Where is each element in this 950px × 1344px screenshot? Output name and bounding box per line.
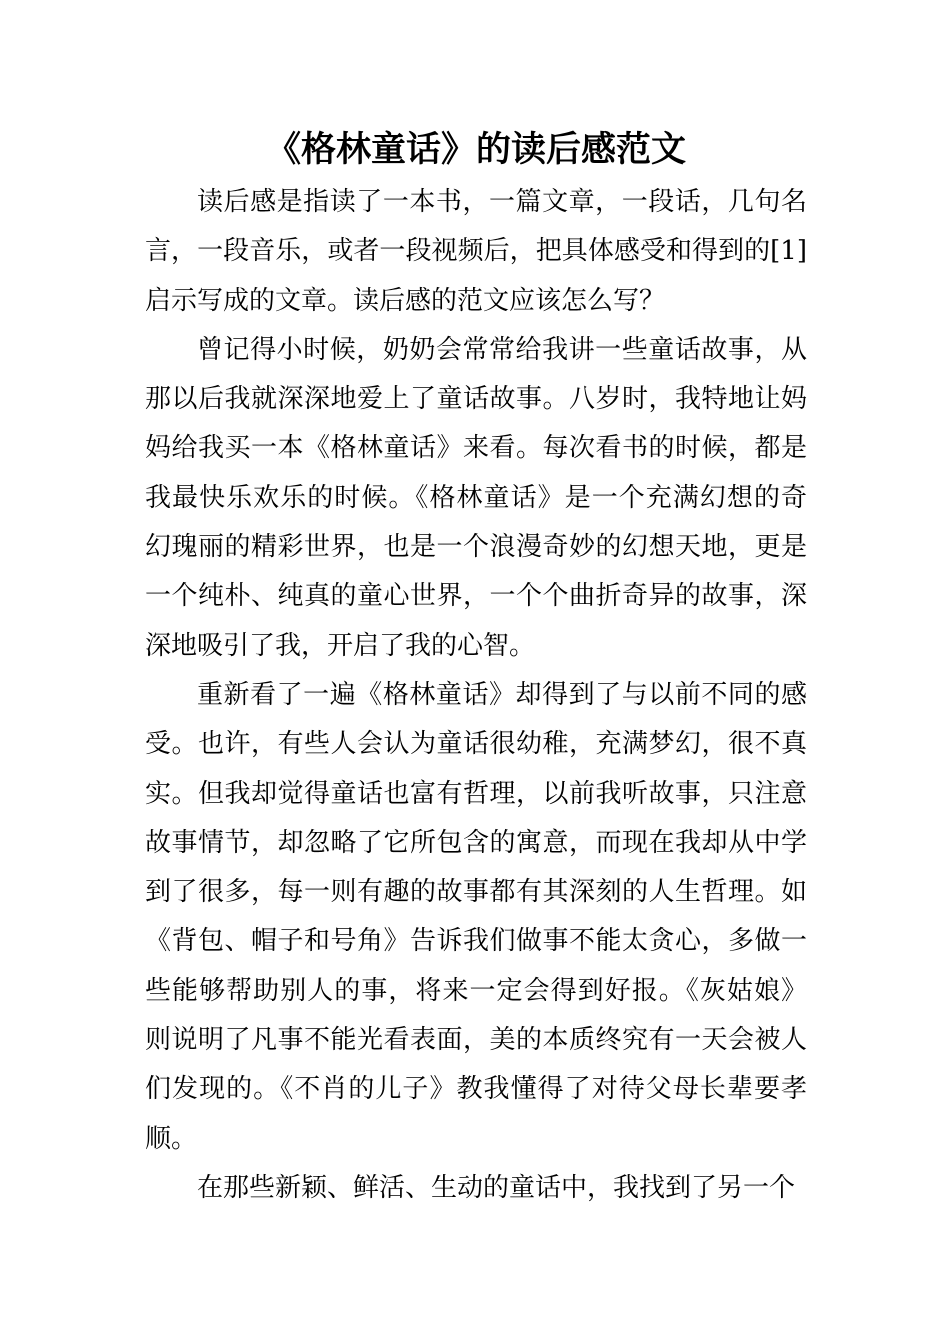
paragraph-reread: 重新看了一遍《格林童话》却得到了与以前不同的感受。也许，有些人会认为童话很幼稚，充满梦幻，很不真实。但我却觉得童话也富有哲理，以前我听故事，只注意故事情节，却忽略了它所包含的寓意，而现在我却从中学到了很多，每一则有趣的故事都有其深刻的人生哲理。如《背包、帽子和号角》告诉我们做事不能太贪心，多做一些能够帮助别人的事，将来一定会得到好报。《灰姑娘》则说明了凡事不能光看表面，美的本质终究有一天会被人们发现的。《不肖的儿子》教我懂得了对待父母长辈要孝顺。	[145, 679, 807, 1154]
document-title: 《格林童话》的读后感范文	[265, 129, 686, 170]
paragraph-intro: 读后感是指读了一本书，一篇文章，一段话，几句名言，一段音乐，或者一段视频后，把具体感受和得到的[1]启示写成的文章。读后感的范文应该怎么写？	[145, 187, 807, 316]
paragraph-continuation: 在那些新颖、鲜活、生动的童话中，我找到了另一个	[197, 1172, 796, 1203]
document-body	[145, 178, 807, 1213]
paragraph-childhood: 曾记得小时候，奶奶会常常给我讲一些童话故事，从那以后我就深深地爱上了童话故事。八岁时，我特地让妈妈给我买一本《格林童话》来看。每次看书的时候，都是我最快乐欢乐的时候。《格林童话》是一个充满幻想的奇幻瑰丽的精彩世界，也是一个浪漫奇妙的幻想天地，更是一个纯朴、纯真的童心世界，一个个曲折奇异的故事，深深地吸引了我，开启了我的心智。	[145, 334, 807, 661]
